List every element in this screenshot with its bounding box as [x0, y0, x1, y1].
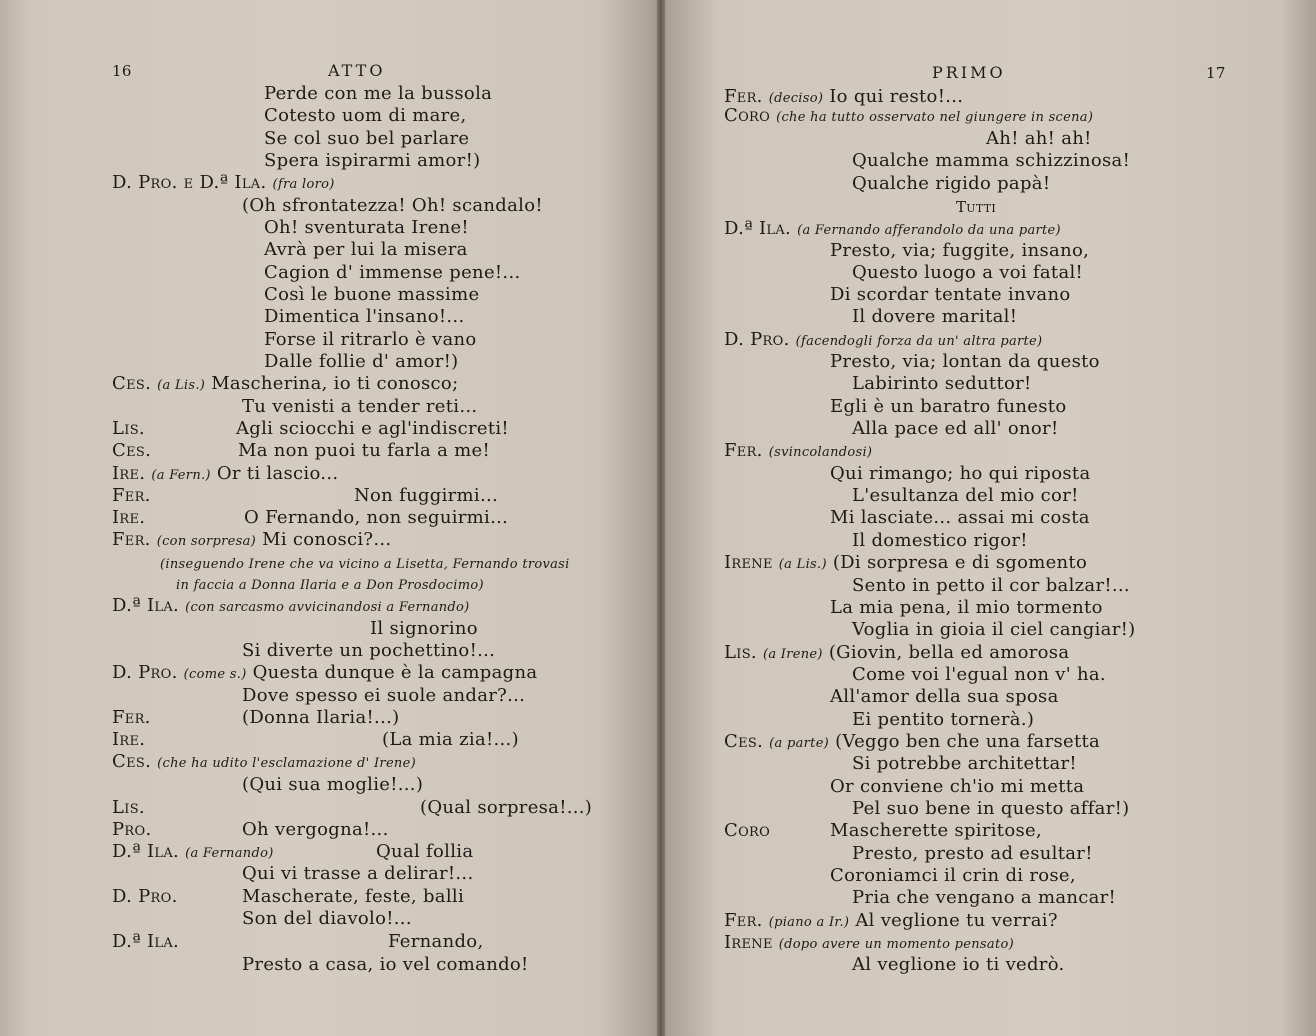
verse-line [830, 463, 1091, 485]
verse-line [112, 440, 491, 462]
verse-text: All'amor della sua sposa [830, 686, 1059, 707]
verse-line [852, 709, 1034, 731]
verse-line [242, 640, 495, 662]
verse-text: (Veggo ben che una farsetta [835, 731, 1101, 752]
verse-line [724, 440, 872, 464]
verse-line [112, 931, 484, 953]
stage-direction: in faccia a Donna Ilaria e a Don Prosdocimo) [176, 578, 484, 593]
right-page [660, 0, 1316, 1036]
stage-direction: (che ha udito l'esclamazione d' Irene) [157, 756, 416, 771]
stage-direction: (a Fernando afferandolo da una parte) [797, 223, 1061, 238]
verse-text: Qui rimango; ho qui riposta [830, 463, 1091, 484]
speaker-name: D. Pro. [112, 886, 178, 907]
verse-text: Mascherate, feste, balli [242, 886, 464, 907]
speaker-name: D. Pro. [112, 662, 178, 683]
stage-direction: (a Lis.) [157, 378, 206, 393]
speaker-name: Lis. [724, 642, 757, 663]
speaker-name: D. Pro. [724, 329, 790, 350]
page-number: 16 [112, 62, 132, 80]
verse-text: L'esultanza del mio cor! [852, 485, 1079, 506]
verse-text: Perde con me la bussola [264, 83, 493, 104]
verse-text: (Oh sfrontatezza! Oh! scandalo! [242, 195, 543, 216]
verse-line [852, 664, 1106, 686]
verse-line [264, 351, 458, 373]
verse-text: Presto a casa, io vel comando! [242, 954, 529, 975]
verse-text: Son del diavolo!... [242, 908, 412, 929]
verse-line [852, 619, 1135, 641]
stage-direction: (a Lis.) [778, 557, 827, 572]
verse-text: Dimentica l'insano!... [264, 306, 465, 327]
verse-text: Mascherina, io ti conosco; [211, 373, 459, 394]
verse-text: Spera ispirarmi amor!) [264, 150, 481, 171]
running-head: ATTO [328, 61, 386, 80]
verse-text: Ah! ah! ah! [986, 128, 1092, 149]
verse-text: Qualche rigido papà! [852, 173, 1051, 194]
stage-direction: (a Fernando) [185, 846, 274, 861]
verse-line [264, 150, 480, 172]
stage-direction: (a Irene) [762, 647, 823, 662]
verse-text: Mascherette spiritose, [830, 820, 1042, 841]
verse-line [852, 954, 1065, 976]
verse-line [264, 128, 469, 150]
verse-text: Cotesto uom di mare, [264, 105, 467, 126]
verse-text: Se col suo bel parlare [264, 128, 470, 149]
verse-text: Qui vi trasse a delirar!... [242, 863, 474, 884]
verse-line [830, 240, 1089, 262]
verse-line [112, 418, 509, 440]
verse-text: Alla pace ed all' onor! [852, 418, 1059, 439]
verse-text: O Fernando, non seguirmi... [244, 507, 509, 528]
speaker-name: D.ª Ila. [112, 595, 180, 616]
stage-direction: (che ha tutto osservato nel giungere in scena) [776, 110, 1094, 125]
stage-direction: (con sorpresa) [156, 534, 257, 549]
speaker-name: Coro [724, 820, 771, 841]
verse-text: Non fuggirmi... [354, 485, 499, 506]
stage-direction: (a parte) [769, 736, 830, 751]
speaker-name: Tutti [956, 198, 996, 216]
verse-line [852, 575, 1130, 597]
verse-line [112, 529, 391, 553]
speaker-name: D.ª Ila. [112, 841, 180, 862]
stage-direction: (come s.) [183, 667, 247, 682]
verse-text: Il domestico rigor! [852, 530, 1028, 551]
verse-line [264, 262, 521, 284]
verse-line [852, 306, 1017, 328]
verse-line [176, 573, 484, 597]
verse-text: Il signorino [370, 618, 478, 639]
verse-line [264, 105, 467, 127]
speaker-name: Ces. [112, 373, 152, 394]
verse-line [242, 863, 473, 885]
verse-text: Fernando, [388, 931, 484, 952]
verse-line [112, 485, 499, 507]
verse-text: Questo luogo a voi fatal! [852, 262, 1084, 283]
verse-line [852, 530, 1028, 552]
verse-text: Il dovere marital! [852, 306, 1018, 327]
verse-text: Tu venisti a tender reti... [242, 396, 478, 417]
verse-text: Forse il ritrarlo è vano [264, 329, 477, 350]
verse-line [242, 954, 529, 976]
verse-line [724, 105, 1093, 129]
verse-line [724, 932, 1014, 956]
verse-text: Sento in petto il cor balzar!... [852, 575, 1130, 596]
running-head: PRIMO [932, 63, 1006, 82]
verse-text: Io qui resto!... [829, 86, 964, 107]
verse-text: Ma non puoi tu farla a me! [238, 440, 491, 461]
verse-line [242, 685, 525, 707]
verse-text: Oh! sventurata Irene! [264, 217, 469, 238]
speaker-name: Ces. [112, 440, 152, 461]
verse-line [830, 865, 1076, 887]
verse-text: (Qui sua moglie!...) [242, 774, 424, 795]
verse-text: Oh vergogna!... [242, 819, 389, 840]
verse-line [112, 463, 338, 487]
verse-line [724, 642, 1069, 666]
speaker-name: Fer. [112, 707, 151, 728]
verse-line [724, 910, 1058, 934]
verse-line [852, 798, 1129, 820]
verse-line [830, 597, 1103, 619]
verse-line [986, 128, 1092, 150]
verse-line [264, 306, 464, 328]
verse-line [112, 595, 470, 619]
speaker-name: Fer. [112, 485, 151, 506]
verse-text: Mi conosci?... [262, 529, 392, 550]
verse-text: Presto, via; lontan da questo [830, 351, 1100, 372]
speaker-name: Ces. [112, 751, 152, 772]
book-gutter [657, 0, 665, 1036]
verse-text: Questa dunque è la campagna [252, 662, 538, 683]
verse-line [830, 776, 1084, 798]
verse-line [112, 507, 509, 529]
verse-line [112, 373, 458, 397]
verse-line [724, 218, 1061, 242]
verse-text: Agli sciocchi e agl'indiscreti! [236, 418, 509, 439]
verse-text: Al veglione tu verrai? [855, 910, 1058, 931]
verse-text: Così le buone massime [264, 284, 480, 305]
speaker-name: Ces. [724, 731, 764, 752]
verse-line [112, 751, 416, 775]
speaker-name: Lis. [112, 797, 145, 818]
verse-text: Or conviene ch'io mi metta [830, 776, 1085, 797]
verse-text: Egli è un baratro funesto [830, 396, 1067, 417]
speaker-name: Fer. [724, 910, 763, 931]
verse-text: Labirinto seduttor! [852, 373, 1032, 394]
verse-line [830, 351, 1100, 373]
verse-line [242, 774, 423, 796]
speaker-name: Ire. [112, 729, 146, 750]
verse-text: Presto, presto ad esultar! [852, 843, 1093, 864]
stage-direction: (piano a Ir.) [768, 915, 850, 930]
verse-text: Di scordar tentate invano [830, 284, 1071, 305]
verse-line [242, 908, 412, 930]
speaker-name: Ire. [112, 507, 146, 528]
speaker-name: Irene [724, 552, 773, 573]
verse-line [852, 173, 1050, 195]
verse-text: Presto, via; fuggite, insano, [830, 240, 1090, 261]
stage-direction: (deciso) [768, 91, 824, 106]
speaker-name: Fer. [724, 86, 763, 107]
verse-line [112, 729, 519, 751]
speaker-name: Lis. [112, 418, 145, 439]
verse-text: Cagion d' immense pene!... [264, 262, 521, 283]
verse-line [264, 217, 469, 239]
verse-line [264, 284, 479, 306]
speaker-name: D.ª Ila. [112, 931, 180, 952]
verse-text: Pel suo bene in questo affar!) [852, 798, 1130, 819]
verse-line [852, 150, 1130, 172]
verse-line [830, 396, 1066, 418]
verse-text: (Qual sorpresa!...) [420, 797, 593, 818]
verse-line [242, 195, 543, 217]
stage-direction: (facendogli forza da un' altra parte) [795, 334, 1043, 349]
verse-line [724, 329, 1042, 353]
verse-text: Si diverte un pochettino!... [242, 640, 496, 661]
verse-text: Si potrebbe architettar! [852, 753, 1077, 774]
page-number: 17 [1206, 64, 1226, 82]
verse-line [724, 820, 1042, 842]
verse-text: (La mia zia!...) [382, 729, 519, 750]
speaker-name: D.ª Ila. [724, 218, 792, 239]
verse-line [830, 507, 1090, 529]
verse-line [852, 485, 1079, 507]
verse-text: Qual follia [376, 841, 474, 862]
speaker-name: Fer. [112, 529, 151, 550]
verse-text: (Giovin, bella ed amorosa [828, 642, 1070, 663]
verse-text: Qualche mamma schizzinosa! [852, 150, 1131, 171]
verse-text: (Di sorpresa e di sgomento [832, 552, 1088, 573]
verse-line [264, 329, 477, 351]
speaker-name: Ire. [112, 463, 146, 484]
verse-line [370, 618, 478, 640]
stage-direction: (con sarcasmo avvicinandosi a Fernando) [185, 600, 470, 615]
stage-direction: (a Fern.) [151, 468, 211, 483]
verse-line [956, 196, 996, 218]
stage-direction: (svincolandosi) [768, 445, 873, 460]
verse-line [724, 731, 1100, 755]
verse-text: Coroniamci il crin di rose, [830, 865, 1076, 886]
verse-line [112, 707, 400, 729]
speaker-name: D. Pro. e D.ª Ila. [112, 172, 267, 193]
verse-line [112, 797, 593, 819]
speaker-name: Fer. [724, 440, 763, 461]
verse-line [242, 396, 477, 418]
verse-line [112, 819, 389, 841]
verse-line [264, 83, 492, 105]
verse-line [852, 887, 1116, 909]
verse-line [264, 239, 468, 261]
verse-line [112, 172, 335, 196]
verse-line [112, 841, 474, 865]
verse-line [852, 262, 1083, 284]
verse-line [724, 552, 1087, 576]
verse-text: Dalle follie d' amor!) [264, 351, 459, 372]
verse-text: (Donna Ilaria!...) [242, 707, 400, 728]
verse-text: Pria che vengano a mancar! [852, 887, 1117, 908]
speaker-name: Pro. [112, 819, 152, 840]
stage-direction: (inseguendo Irene che va vicino a Lisetta, Fernando trovasi [160, 557, 570, 572]
verse-line [852, 373, 1032, 395]
verse-text: Dove spesso ei suole andar?... [242, 685, 526, 706]
verse-line [112, 662, 537, 686]
verse-line [852, 418, 1059, 440]
verse-line [830, 284, 1070, 306]
verse-text: Mi lasciate... assai mi costa [830, 507, 1090, 528]
speaker-name: Coro [724, 105, 771, 126]
stage-direction: (fra loro) [272, 177, 335, 192]
verse-text: Voglia in gioia il ciel cangiar!) [852, 619, 1136, 640]
verse-text: Avrà per lui la misera [264, 239, 468, 260]
verse-text: Come voi l'egual non v' ha. [852, 664, 1106, 685]
verse-line [852, 753, 1077, 775]
verse-text: Al veglione io ti vedrò. [852, 954, 1065, 975]
verse-line [830, 686, 1059, 708]
verse-text: Or ti lascio... [216, 463, 339, 484]
verse-line [112, 886, 464, 908]
verse-line [852, 843, 1093, 865]
speaker-name: Irene [724, 932, 773, 953]
verse-text: Ei pentito tornerà.) [852, 709, 1035, 730]
verse-text: La mia pena, il mio tormento [830, 597, 1103, 618]
stage-direction: (dopo avere un momento pensato) [778, 937, 1014, 952]
